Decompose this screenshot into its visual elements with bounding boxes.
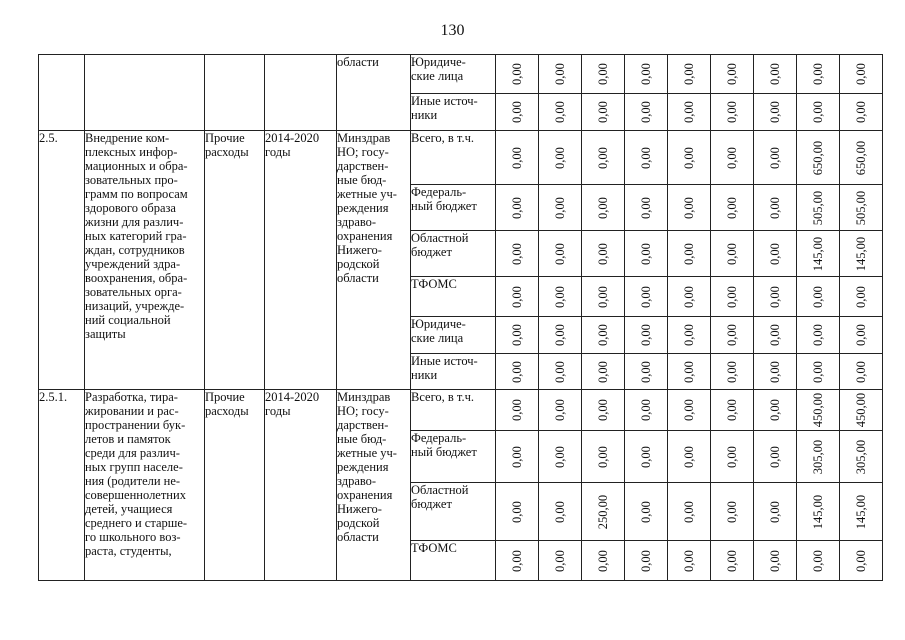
- amount-cell: [754, 317, 797, 354]
- amount-cell: [797, 431, 840, 483]
- amount-value: 0,00: [639, 101, 653, 123]
- amount-cell: [496, 185, 539, 231]
- executor-cell: Минздрав НО; госу- дарствен- ные бюд- жетные уч- реждения здраво- охранения Нижего- родской области: [337, 131, 411, 390]
- funding-source-cell: Всего, в т.ч.: [411, 131, 496, 185]
- amount-value: 0,00: [682, 146, 696, 169]
- amount-value: 145,00: [811, 494, 825, 529]
- period-cell: 2014-2020 годы: [265, 131, 337, 390]
- amount-cell: [496, 390, 539, 431]
- amount-cell: [754, 131, 797, 185]
- amount-cell: [754, 94, 797, 131]
- amount-cell: [754, 541, 797, 581]
- amount-value: 0,00: [639, 500, 653, 523]
- amount-cell: [496, 541, 539, 581]
- amount-cell: [711, 354, 754, 390]
- amount-cell: [797, 94, 840, 131]
- amount-cell: [711, 431, 754, 483]
- amount-cell: [539, 55, 582, 94]
- amount-value: 0,00: [811, 549, 825, 572]
- amount-value: 0,00: [854, 63, 868, 85]
- amount-value: 505,00: [854, 190, 868, 225]
- amount-value: 505,00: [811, 190, 825, 225]
- amount-cell: [840, 277, 883, 317]
- amount-cell: [711, 55, 754, 94]
- amount-value: 0,00: [553, 101, 567, 123]
- amount-cell: [668, 354, 711, 390]
- amount-cell: [711, 390, 754, 431]
- amount-value: 0,00: [596, 196, 610, 219]
- amount-cell: [539, 94, 582, 131]
- amount-value: 0,00: [682, 549, 696, 572]
- amount-cell: [668, 131, 711, 185]
- funding-source-cell: Федераль- ный бюджет: [411, 185, 496, 231]
- amount-value: 0,00: [725, 399, 739, 421]
- amount-cell: [625, 390, 668, 431]
- amount-value: 0,00: [811, 101, 825, 123]
- amount-cell: [668, 185, 711, 231]
- amount-value: 0,00: [768, 63, 782, 85]
- amount-value: 0,00: [725, 360, 739, 383]
- funding-source-cell: ТФОМС: [411, 277, 496, 317]
- executor-cell: области: [337, 55, 411, 131]
- amount-cell: [840, 431, 883, 483]
- amount-value: 0,00: [510, 399, 524, 421]
- amount-value: 0,00: [639, 242, 653, 265]
- amount-value: 0,00: [725, 146, 739, 169]
- amount-cell: [582, 131, 625, 185]
- amount-value: 0,00: [725, 324, 739, 346]
- amount-cell: [582, 94, 625, 131]
- amount-value: 0,00: [768, 500, 782, 523]
- item-name-cell: Разработка, тира- жировании и рас- пространении бук- летов и памяток среди для различ- ных групп населе- ния (родители не- совершеннолетних детей, учащиеся среднего и старше- го школьного воз- раста, студенты,: [85, 390, 205, 581]
- amount-cell: [840, 231, 883, 277]
- amount-cell: [496, 354, 539, 390]
- amount-cell: [711, 231, 754, 277]
- amount-cell: [840, 354, 883, 390]
- amount-value: 0,00: [510, 101, 524, 123]
- amount-cell: [668, 94, 711, 131]
- amount-value: 0,00: [510, 196, 524, 219]
- amount-cell: [496, 231, 539, 277]
- amount-cell: [668, 231, 711, 277]
- amount-cell: [797, 390, 840, 431]
- amount-cell: [797, 277, 840, 317]
- amount-value: 0,00: [510, 285, 524, 308]
- amount-value: 0,00: [725, 445, 739, 468]
- amount-value: 0,00: [768, 360, 782, 383]
- amount-cell: [625, 431, 668, 483]
- table-row: [39, 55, 883, 94]
- amount-value: 0,00: [510, 445, 524, 468]
- amount-cell: [625, 55, 668, 94]
- amount-cell: [668, 390, 711, 431]
- amount-value: 0,00: [725, 285, 739, 308]
- amount-cell: [754, 231, 797, 277]
- amount-value: 145,00: [854, 236, 868, 271]
- amount-cell: [539, 431, 582, 483]
- amount-value: 0,00: [596, 324, 610, 346]
- amount-value: 0,00: [682, 101, 696, 123]
- amount-cell: [668, 541, 711, 581]
- amount-value: 0,00: [768, 549, 782, 572]
- amount-cell: [754, 390, 797, 431]
- amount-value: 0,00: [596, 63, 610, 85]
- amount-value: 450,00: [811, 392, 825, 428]
- amount-cell: [840, 390, 883, 431]
- amount-cell: [840, 131, 883, 185]
- amount-value: 0,00: [510, 324, 524, 346]
- expense-type-cell: [205, 55, 265, 131]
- amount-cell: [711, 94, 754, 131]
- amount-value: 0,00: [854, 101, 868, 123]
- amount-cell: [840, 483, 883, 541]
- amount-cell: [625, 483, 668, 541]
- amount-cell: [539, 231, 582, 277]
- amount-value: 0,00: [682, 63, 696, 85]
- amount-value: 0,00: [725, 196, 739, 219]
- amount-value: 0,00: [682, 500, 696, 523]
- amount-cell: [668, 483, 711, 541]
- period-cell: [265, 55, 337, 131]
- amount-value: 0,00: [768, 242, 782, 265]
- amount-cell: [625, 131, 668, 185]
- amount-cell: [625, 185, 668, 231]
- amount-value: 0,00: [682, 360, 696, 383]
- amount-cell: [711, 131, 754, 185]
- amount-cell: [582, 354, 625, 390]
- amount-value: 0,00: [811, 63, 825, 85]
- amount-cell: [840, 185, 883, 231]
- amount-value: 305,00: [854, 439, 868, 474]
- amount-value: 0,00: [553, 63, 567, 85]
- amount-cell: [582, 55, 625, 94]
- amount-value: 0,00: [639, 549, 653, 572]
- amount-cell: [582, 541, 625, 581]
- amount-cell: [582, 231, 625, 277]
- amount-value: 0,00: [510, 360, 524, 383]
- amount-value: 0,00: [553, 146, 567, 169]
- amount-value: 0,00: [639, 196, 653, 219]
- amount-cell: [582, 317, 625, 354]
- amount-cell: [668, 277, 711, 317]
- item-name-cell: [85, 55, 205, 131]
- period-cell: 2014-2020 годы: [265, 390, 337, 581]
- amount-cell: [711, 483, 754, 541]
- amount-cell: [539, 354, 582, 390]
- amount-value: 650,00: [811, 140, 825, 175]
- page-number: 130: [440, 22, 465, 39]
- amount-cell: [754, 354, 797, 390]
- amount-value: 0,00: [639, 285, 653, 308]
- amount-cell: [496, 131, 539, 185]
- amount-cell: [797, 185, 840, 231]
- item-number-cell: 2.5.1.: [39, 390, 85, 581]
- amount-value: 0,00: [811, 285, 825, 308]
- amount-value: 0,00: [768, 146, 782, 169]
- expense-type-cell: Прочие расходы: [205, 131, 265, 390]
- amount-cell: [711, 541, 754, 581]
- item-number-cell: [39, 55, 85, 131]
- funding-source-cell: Областной бюджет: [411, 231, 496, 277]
- amount-value: 0,00: [682, 242, 696, 265]
- amount-value: 0,00: [596, 445, 610, 468]
- amount-cell: [754, 483, 797, 541]
- amount-value: 0,00: [682, 445, 696, 468]
- executor-cell: Минздрав НО; госу- дарствен- ные бюд- жетные уч- реждения здраво- охранения Нижего- родской области: [337, 390, 411, 581]
- amount-cell: [496, 94, 539, 131]
- amount-cell: [582, 277, 625, 317]
- amount-value: 0,00: [811, 324, 825, 346]
- amount-cell: [625, 317, 668, 354]
- amount-cell: [582, 390, 625, 431]
- amount-value: 0,00: [639, 324, 653, 346]
- amount-value: 0,00: [725, 101, 739, 123]
- budget-table: [38, 54, 883, 581]
- amount-cell: [797, 231, 840, 277]
- amount-value: 0,00: [682, 285, 696, 308]
- amount-value: 0,00: [725, 549, 739, 572]
- amount-cell: [539, 483, 582, 541]
- amount-value: 0,00: [596, 399, 610, 421]
- amount-value: 0,00: [553, 242, 567, 265]
- amount-value: 0,00: [768, 285, 782, 308]
- amount-value: 0,00: [553, 500, 567, 523]
- amount-value: 0,00: [553, 324, 567, 346]
- amount-cell: [840, 94, 883, 131]
- funding-source-cell: Федераль- ный бюджет: [411, 431, 496, 483]
- amount-cell: [711, 185, 754, 231]
- amount-value: 0,00: [854, 324, 868, 346]
- amount-cell: [797, 541, 840, 581]
- amount-value: 0,00: [682, 399, 696, 421]
- amount-cell: [539, 131, 582, 185]
- funding-source-cell: Иные источ- ники: [411, 354, 496, 390]
- item-name-cell: Внедрение ком- плексных инфор- мационных и обра- зовательных про- грамм по вопросам здорового образа жизни для различ- ных категорий гра- ждан, сотрудников учреждений здра- воохранения, обра- зовательных орга- низаций, учрежде- ний социальной защиты: [85, 131, 205, 390]
- amount-cell: [754, 185, 797, 231]
- amount-value: 0,00: [768, 324, 782, 346]
- amount-value: 0,00: [639, 146, 653, 169]
- amount-cell: [668, 431, 711, 483]
- funding-source-cell: Всего, в т.ч.: [411, 390, 496, 431]
- funding-source-cell: Юридиче- ские лица: [411, 55, 496, 94]
- amount-cell: [797, 55, 840, 94]
- amount-value: 0,00: [510, 500, 524, 523]
- amount-cell: [496, 431, 539, 483]
- amount-cell: [668, 55, 711, 94]
- amount-cell: [840, 55, 883, 94]
- amount-cell: [840, 541, 883, 581]
- amount-value: 0,00: [811, 360, 825, 383]
- amount-cell: [797, 483, 840, 541]
- amount-value: 0,00: [768, 399, 782, 421]
- amount-value: 0,00: [639, 63, 653, 85]
- amount-value: 0,00: [854, 549, 868, 572]
- amount-cell: [539, 390, 582, 431]
- amount-value: 145,00: [811, 236, 825, 271]
- amount-cell: [754, 55, 797, 94]
- amount-cell: [711, 317, 754, 354]
- amount-value: 0,00: [596, 549, 610, 572]
- amount-value: 0,00: [854, 285, 868, 308]
- amount-value: 0,00: [596, 360, 610, 383]
- amount-value: 305,00: [811, 439, 825, 474]
- amount-cell: [539, 185, 582, 231]
- amount-value: 0,00: [553, 549, 567, 572]
- amount-value: 0,00: [854, 360, 868, 383]
- amount-cell: [711, 277, 754, 317]
- amount-value: 0,00: [553, 399, 567, 421]
- amount-cell: [496, 277, 539, 317]
- amount-cell: [582, 431, 625, 483]
- amount-value: 0,00: [596, 242, 610, 265]
- amount-cell: [582, 185, 625, 231]
- amount-value: 0,00: [639, 445, 653, 468]
- amount-cell: [840, 317, 883, 354]
- amount-value: 0,00: [768, 101, 782, 123]
- amount-cell: [625, 277, 668, 317]
- amount-cell: [668, 317, 711, 354]
- amount-cell: [625, 94, 668, 131]
- amount-value: 0,00: [682, 196, 696, 219]
- item-number-cell: 2.5.: [39, 131, 85, 390]
- amount-value: 450,00: [854, 392, 868, 428]
- funding-source-cell: Иные источ- ники: [411, 94, 496, 131]
- amount-value: 0,00: [510, 242, 524, 265]
- amount-cell: [797, 317, 840, 354]
- amount-value: 0,00: [553, 196, 567, 219]
- amount-cell: [496, 55, 539, 94]
- funding-source-cell: Областной бюджет: [411, 483, 496, 541]
- amount-value: 0,00: [768, 196, 782, 219]
- amount-value: 0,00: [510, 63, 524, 85]
- amount-value: 0,00: [510, 146, 524, 169]
- amount-cell: [496, 317, 539, 354]
- amount-value: 145,00: [854, 494, 868, 529]
- amount-cell: [797, 131, 840, 185]
- amount-cell: [539, 277, 582, 317]
- amount-cell: [539, 317, 582, 354]
- amount-cell: [754, 431, 797, 483]
- amount-cell: [754, 277, 797, 317]
- amount-value: 0,00: [553, 445, 567, 468]
- funding-source-cell: ТФОМС: [411, 541, 496, 581]
- amount-value: 0,00: [510, 549, 524, 572]
- amount-value: 0,00: [725, 242, 739, 265]
- amount-cell: [625, 541, 668, 581]
- amount-value: 0,00: [596, 101, 610, 123]
- amount-value: 0,00: [553, 360, 567, 383]
- table-row: [39, 390, 883, 431]
- amount-value: 0,00: [639, 399, 653, 421]
- amount-value: 0,00: [725, 63, 739, 85]
- amount-value: 0,00: [596, 146, 610, 169]
- amount-value: 0,00: [596, 285, 610, 308]
- amount-cell: [625, 354, 668, 390]
- amount-cell: [797, 354, 840, 390]
- amount-cell: [496, 483, 539, 541]
- amount-value: 0,00: [768, 445, 782, 468]
- amount-value: 650,00: [854, 140, 868, 175]
- amount-cell: [539, 541, 582, 581]
- amount-value: 0,00: [639, 360, 653, 383]
- table-row: [39, 131, 883, 185]
- amount-cell: [582, 483, 625, 541]
- amount-value: 0,00: [682, 324, 696, 346]
- amount-value: 0,00: [553, 285, 567, 308]
- amount-value: 0,00: [725, 500, 739, 523]
- amount-cell: [625, 231, 668, 277]
- expense-type-cell: Прочие расходы: [205, 390, 265, 581]
- funding-source-cell: Юридиче- ские лица: [411, 317, 496, 354]
- amount-value: 250,00: [596, 494, 610, 529]
